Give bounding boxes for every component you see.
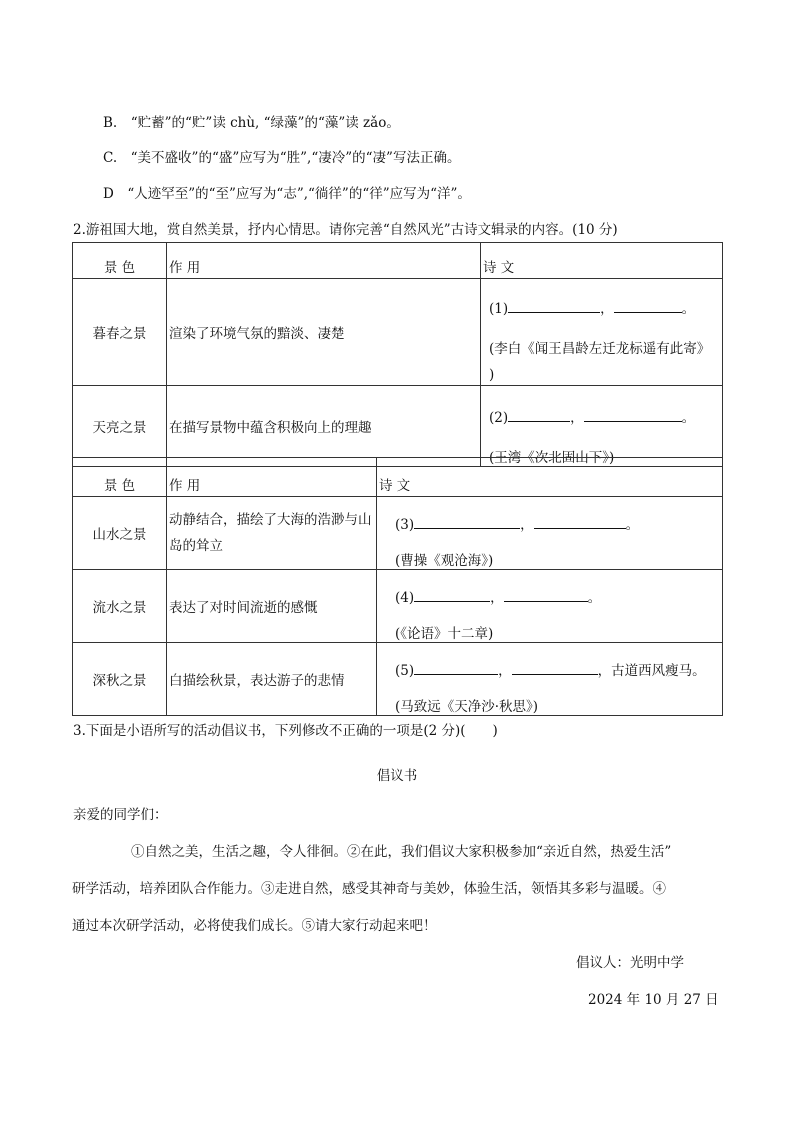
table-header-row xyxy=(73,243,723,279)
scene-cell: 深秋之景 xyxy=(73,643,167,716)
scene-cell: 流水之景 xyxy=(73,570,167,643)
header-function: 作 用 xyxy=(167,243,481,279)
poem-source-tail: ) xyxy=(489,367,495,383)
poem-source: (曹操《观沧海》) xyxy=(395,553,494,569)
function-cell xyxy=(167,497,377,570)
poem-cell xyxy=(481,386,723,467)
answer-blank[interactable] xyxy=(512,664,598,675)
line-end: ，古道西风瘦马。 xyxy=(597,663,706,679)
question-2-stem: 2.游祖国大地，赏自然美景，抒内心情思。请你完善“自然风光”古诗文辑录的内容。(10 分) xyxy=(73,222,618,238)
separator: ， xyxy=(600,301,614,317)
poem-cell xyxy=(481,279,723,386)
answer-blank[interactable] xyxy=(508,411,570,422)
poem-cell xyxy=(377,570,723,643)
option-b: B. “贮蓄”的“贮”读 chù, “绿藻”的“藻”读 zǎo。 xyxy=(103,115,400,131)
poetry-table-part-2 xyxy=(72,457,723,716)
separator: ， xyxy=(520,517,534,533)
answer-blank[interactable] xyxy=(614,302,682,313)
function-line: 岛的耸立 xyxy=(169,538,223,554)
header-scene: 景 色 xyxy=(73,243,167,279)
header-scene: 景 色 xyxy=(73,458,167,497)
header-poem: 诗 文 xyxy=(481,243,723,279)
poem-source: (《论语》十二章) xyxy=(395,626,494,642)
poem-source: (马致远《天净沙·秋思》) xyxy=(395,699,539,715)
scene-cell: 山水之景 xyxy=(73,497,167,570)
poem-source: (王湾《次北固山下》) xyxy=(489,450,615,466)
proposal-body-line: 研学活动，培养团队合作能力。③走进自然，感受其神奇与美妙，体验生活，领悟其多彩与温暖。④ xyxy=(72,881,666,897)
question-3-stem: 3.下面是小语所写的活动倡议书，下列修改不正确的一项是(2 分)( ) xyxy=(73,723,498,739)
table-row xyxy=(73,497,723,570)
table-row xyxy=(73,570,723,643)
proposal-body-line: ①自然之美，生活之趣，令人徘徊。②在此，我们倡议大家积极参加“亲近自然，热爱生活” xyxy=(131,844,672,860)
proposal-signer: 倡议人：光明中学 xyxy=(576,955,684,971)
function-cell: 渲染了环境气氛的黯淡、凄楚 xyxy=(167,279,481,386)
answer-blank[interactable] xyxy=(584,411,682,422)
poem-cell xyxy=(377,643,723,716)
table-row xyxy=(73,643,723,716)
poetry-table-part-1 xyxy=(72,242,723,467)
function-line: 动静结合，描绘了大海的浩渺与山 xyxy=(169,512,372,528)
table-row xyxy=(73,386,723,467)
answer-blank[interactable] xyxy=(534,518,626,529)
separator: ， xyxy=(570,410,584,426)
line-end: 。 xyxy=(625,517,640,533)
function-cell: 在描写景物中蕴含积极向上的理趣 xyxy=(167,386,481,467)
proposal-date: 2024 年 10 月 27 日 xyxy=(588,992,719,1008)
blank-number: (5) xyxy=(395,663,415,679)
answer-blank[interactable] xyxy=(508,302,600,313)
proposal-greeting: 亲爱的同学们： xyxy=(73,807,168,823)
separator: ， xyxy=(490,590,504,606)
line-end: 。 xyxy=(681,301,696,317)
answer-blank[interactable] xyxy=(414,518,520,529)
answer-blank[interactable] xyxy=(414,591,490,602)
answer-blank[interactable] xyxy=(504,591,588,602)
header-poem: 诗 文 xyxy=(377,458,723,497)
line-end: 。 xyxy=(587,590,602,606)
blank-number: (1) xyxy=(489,301,509,317)
separator: ， xyxy=(498,663,512,679)
scene-cell: 天亮之景 xyxy=(73,386,167,467)
proposal-body-line: 通过本次研学活动，必将使我们成长。⑤请大家行动起来吧！ xyxy=(72,918,437,934)
poem-source: (李白《闻王昌龄左迁龙标遥有此寄》 xyxy=(489,341,711,357)
header-function: 作 用 xyxy=(167,458,377,497)
option-d: D “人迹罕至”的“至”应写为“志”,“徜徉”的“徉”应写为“洋”。 xyxy=(103,186,471,202)
table-row xyxy=(73,279,723,386)
blank-number: (4) xyxy=(395,590,415,606)
proposal-title: 倡议书 xyxy=(376,768,418,784)
answer-blank[interactable] xyxy=(414,664,498,675)
table-header-row xyxy=(73,458,723,497)
poem-cell xyxy=(377,497,723,570)
blank-number: (2) xyxy=(489,410,509,426)
function-cell: 表达了对时间流逝的感慨 xyxy=(167,570,377,643)
blank-number: (3) xyxy=(395,517,415,533)
function-cell: 白描绘秋景，表达游子的悲情 xyxy=(167,643,377,716)
scene-cell: 暮春之景 xyxy=(73,279,167,386)
line-end: 。 xyxy=(681,410,696,426)
option-c: C. “美不盛收”的“盛”应写为“胜”,“凄冷”的“凄”写法正确。 xyxy=(103,150,461,166)
